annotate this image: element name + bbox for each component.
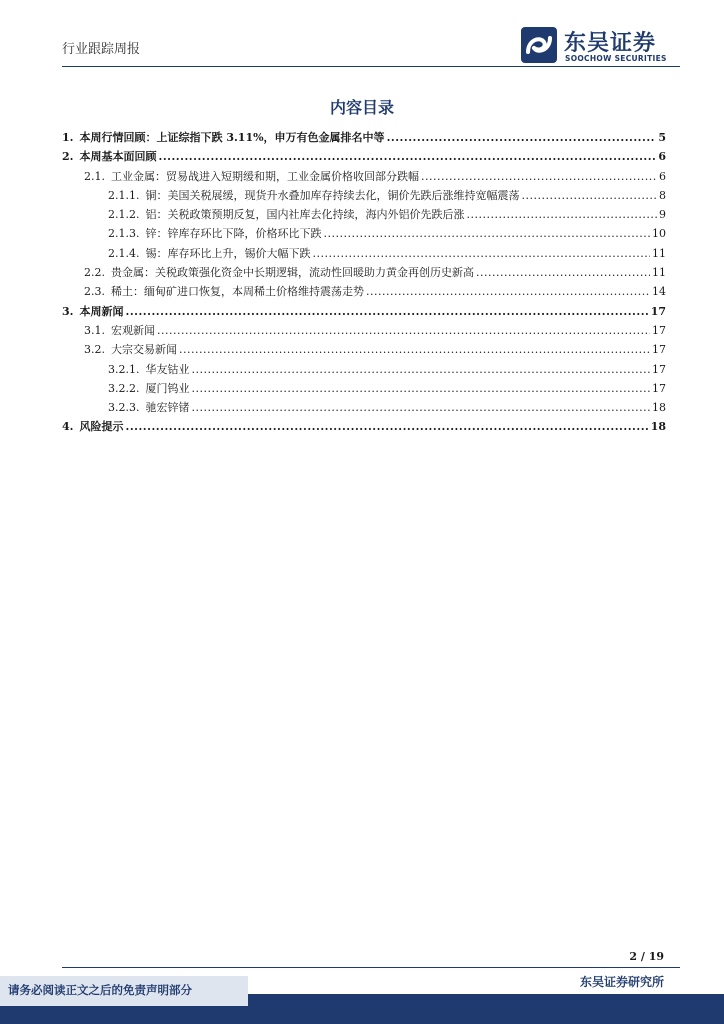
toc-dot-leader <box>467 205 658 224</box>
toc-dot-leader <box>324 224 651 243</box>
toc-entry-page: 17 <box>652 381 666 395</box>
toc-entry-title: 厦门钨业 <box>145 381 190 395</box>
toc-entry-number: 2.2. <box>84 266 105 280</box>
toc-entry-title: 华友钴业 <box>145 362 190 376</box>
toc-entry-page: 17 <box>652 343 666 357</box>
toc-dot-leader <box>192 379 651 398</box>
footer-organization: 东吴证券研究所 <box>579 975 664 989</box>
toc-entry[interactable] <box>62 340 666 359</box>
toc-entry[interactable] <box>62 302 666 321</box>
toc-dot-leader <box>476 263 650 282</box>
toc-dot-leader <box>421 167 657 186</box>
toc-entry[interactable] <box>62 417 666 436</box>
toc-entry-title: 贵金属：关税政策强化资金中长期逻辑，流动性回暖助力黄金再创历史新高 <box>111 266 474 280</box>
toc-entry-title: 宏观新闻 <box>111 323 155 337</box>
toc-entry[interactable] <box>62 282 666 301</box>
toc-entry-number: 2.3. <box>84 285 105 299</box>
toc-entry-number: 3.2.3. <box>108 401 140 415</box>
toc-entry-page: 8 <box>659 188 666 202</box>
toc-dot-leader <box>179 340 650 359</box>
toc-entry-number: 3. <box>62 304 74 318</box>
toc-dot-leader <box>387 128 657 147</box>
toc-entry-title: 铝：关税政策预期反复，国内社库去化持续，海内外铝价先跌后涨 <box>145 208 465 222</box>
header-divider <box>62 66 680 67</box>
toc-entry-page: 9 <box>659 208 666 222</box>
footer-divider <box>62 967 680 968</box>
toc-entry[interactable] <box>62 186 666 205</box>
toc-entry-page: 17 <box>652 323 666 337</box>
toc-dot-leader <box>192 398 651 417</box>
toc-entry-page: 10 <box>652 227 666 241</box>
toc-entry-title: 锡：库存环比上升，锡价大幅下跌 <box>145 246 311 260</box>
toc-entry-title: 铜：美国关税展缓，现货升水叠加库存持续去化，铜价先跌后涨维持宽幅震荡 <box>145 188 520 202</box>
toc-entry-title: 稀土：缅甸矿进口恢复，本周稀土价格维持震荡走势 <box>111 285 364 299</box>
toc-entry[interactable] <box>62 205 666 224</box>
toc-entry[interactable] <box>62 360 666 379</box>
toc-entry[interactable] <box>62 379 666 398</box>
toc-entry-number: 4. <box>62 420 74 434</box>
table-of-contents <box>62 128 666 437</box>
toc-entry[interactable] <box>62 167 666 186</box>
toc-entry-title: 本周新闻 <box>79 304 124 318</box>
toc-entry-page: 17 <box>652 362 666 376</box>
toc-entry[interactable] <box>62 398 666 417</box>
toc-entry-page: 17 <box>650 304 666 318</box>
toc-entry-title: 大宗交易新闻 <box>111 343 177 357</box>
toc-entry[interactable] <box>62 321 666 340</box>
toc-entry-number: 3.2.2. <box>108 381 140 395</box>
toc-entry[interactable] <box>62 128 666 147</box>
toc-entry[interactable] <box>62 147 666 166</box>
toc-dot-leader <box>125 417 648 436</box>
toc-title: 内容目录 <box>329 98 394 117</box>
toc-entry-page: 18 <box>650 420 666 434</box>
page-indicator: 2 / 19 <box>629 950 664 963</box>
toc-entry-number: 3.2.1. <box>108 362 140 376</box>
toc-entry-number: 2.1. <box>84 169 105 183</box>
toc-dot-leader <box>313 244 651 263</box>
soochow-logo-icon <box>520 26 558 64</box>
toc-entry-page: 11 <box>652 266 666 280</box>
toc-entry[interactable] <box>62 263 666 282</box>
toc-entry-title: 驰宏锌锗 <box>145 401 190 415</box>
disclaimer-text: 请务必阅读正文之后的免责声明部分 <box>8 983 192 997</box>
toc-entry-number: 2.1.4. <box>108 246 140 260</box>
brand-logo <box>520 26 680 66</box>
toc-dot-leader <box>157 321 650 340</box>
toc-entry-title: 锌：锌库存环比下降，价格环比下跌 <box>145 227 322 241</box>
toc-dot-leader <box>366 282 650 301</box>
toc-entry-title: 本周基本面回顾 <box>79 150 157 164</box>
toc-entry-number: 1. <box>62 131 74 144</box>
toc-entry-title: 工业金属：贸易战进入短期缓和期，工业金属价格收回部分跌幅 <box>111 169 419 183</box>
toc-dot-leader <box>522 186 658 205</box>
toc-entry-number: 3.2. <box>84 343 105 357</box>
toc-entry[interactable] <box>62 244 666 263</box>
toc-entry-page: 14 <box>652 285 666 299</box>
toc-dot-leader <box>125 302 648 321</box>
toc-entry-page: 5 <box>658 131 666 144</box>
toc-entry-page: 6 <box>659 169 666 183</box>
toc-entry[interactable] <box>62 224 666 243</box>
logo-english-name: SOOCHOW SECURITIES <box>565 54 667 63</box>
toc-entry-title: 风险提示 <box>79 420 124 434</box>
toc-entry-page: 11 <box>652 246 666 260</box>
report-type-label: 行业跟踪周报 <box>62 42 141 57</box>
toc-dot-leader <box>158 147 656 166</box>
toc-entry-number: 2.1.3. <box>108 227 140 241</box>
logo-chinese-name: 东吴证券 <box>564 31 657 56</box>
toc-entry-title: 本周行情回顾：上证综指下跌 3.11%，申万有色金属排名中等 <box>79 131 385 144</box>
toc-entry-number: 2.1.1. <box>108 188 140 202</box>
toc-entry-number: 2. <box>62 150 74 164</box>
toc-dot-leader <box>192 360 651 379</box>
toc-entry-number: 2.1.2. <box>108 208 140 222</box>
toc-entry-page: 18 <box>652 401 666 415</box>
toc-entry-number: 3.1. <box>84 323 105 337</box>
toc-entry-page: 6 <box>658 150 666 164</box>
